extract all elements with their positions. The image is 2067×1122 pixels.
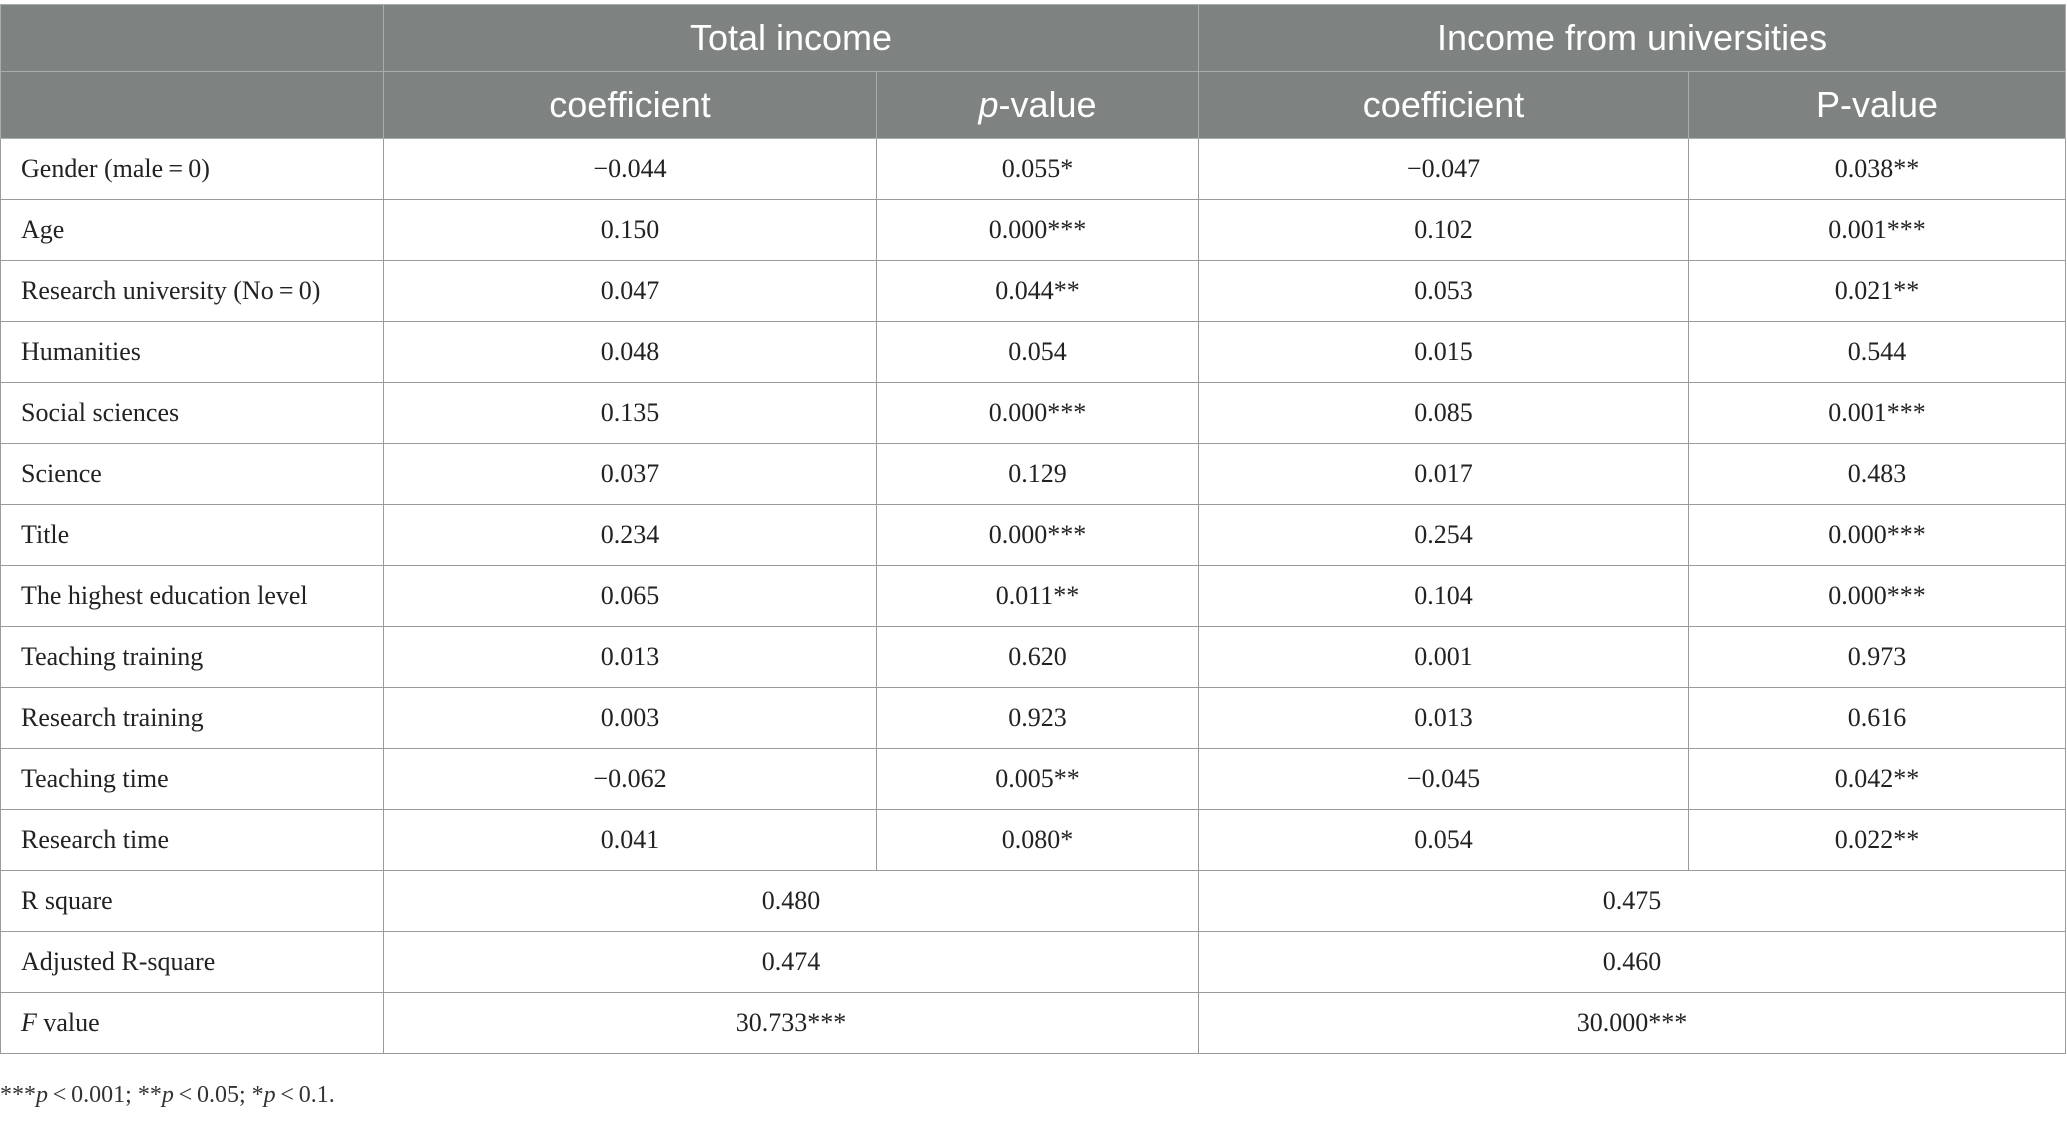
row-label: Science [1, 444, 384, 505]
p-univ: 0.042** [1689, 749, 2066, 810]
r-square-univ: 0.475 [1199, 871, 2066, 932]
table-row [1, 261, 2066, 322]
row-label: Gender (male = 0) [1, 139, 384, 200]
coef-total: 0.150 [384, 200, 877, 261]
coef-total: 0.048 [384, 322, 877, 383]
coef-total: −0.044 [384, 139, 877, 200]
r-square-total: 0.480 [384, 871, 1199, 932]
coef-total: 0.003 [384, 688, 877, 749]
header-sub-blank-cell [1, 72, 384, 139]
footnote-stars-1: *** [0, 1082, 36, 1108]
p-total: 0.000*** [877, 200, 1199, 261]
f-value-univ: 30.000*** [1199, 993, 2066, 1054]
row-label: Teaching training [1, 627, 384, 688]
footnote-text-2: < 0.05; * [173, 1082, 264, 1108]
row-label: Age [1, 200, 384, 261]
header-p-value-total [877, 72, 1199, 139]
regression-table [0, 4, 2066, 1054]
header-total-income: Total income [384, 5, 1199, 72]
p-total: 0.080* [877, 810, 1199, 871]
table-row [1, 627, 2066, 688]
header-p-rest: -value [998, 84, 1097, 125]
table-row [1, 383, 2066, 444]
coef-total: 0.037 [384, 444, 877, 505]
row-label: Teaching time [1, 749, 384, 810]
p-univ: 0.000*** [1689, 505, 2066, 566]
coef-univ: 0.102 [1199, 200, 1689, 261]
p-total: 0.044** [877, 261, 1199, 322]
adj-r-square-total: 0.474 [384, 932, 1199, 993]
table-row [1, 444, 2066, 505]
summary-row-adjusted-r-square [1, 932, 2066, 993]
regression-table-container [0, 4, 2067, 1054]
coef-total: 0.135 [384, 383, 877, 444]
table-row [1, 566, 2066, 627]
f-label-rest: value [36, 1008, 100, 1037]
header-coefficient-total: coefficient [384, 72, 877, 139]
table-row [1, 810, 2066, 871]
row-label: Title [1, 505, 384, 566]
footnote-p-3: p [263, 1082, 276, 1108]
p-total: 0.923 [877, 688, 1199, 749]
coef-univ: −0.047 [1199, 139, 1689, 200]
p-total: 0.011** [877, 566, 1199, 627]
coef-univ: 0.085 [1199, 383, 1689, 444]
table-row [1, 505, 2066, 566]
table-row [1, 139, 2066, 200]
coef-univ: 0.013 [1199, 688, 1689, 749]
footnote-p-2: p [161, 1082, 174, 1108]
header-p-value-univ: P-value [1689, 72, 2066, 139]
header-income-from-universities: Income from universities [1199, 5, 2066, 72]
p-total: 0.129 [877, 444, 1199, 505]
row-label: Social sciences [1, 383, 384, 444]
coef-univ: 0.001 [1199, 627, 1689, 688]
table-footnote [0, 1082, 335, 1109]
coef-univ: 0.053 [1199, 261, 1689, 322]
p-total: 0.055* [877, 139, 1199, 200]
p-univ: 0.544 [1689, 322, 2066, 383]
summary-row-f-value [1, 993, 2066, 1054]
header-group-row [1, 5, 2066, 72]
header-p-italic: p [978, 84, 999, 125]
row-label: Research time [1, 810, 384, 871]
p-total: 0.005** [877, 749, 1199, 810]
coef-univ: 0.054 [1199, 810, 1689, 871]
p-total: 0.054 [877, 322, 1199, 383]
footnote-p-1: p [36, 1082, 48, 1108]
coef-total: 0.041 [384, 810, 877, 871]
f-value-total: 30.733*** [384, 993, 1199, 1054]
summary-row-r-square [1, 871, 2066, 932]
header-coefficient-univ: coefficient [1199, 72, 1689, 139]
coef-total: 0.047 [384, 261, 877, 322]
header-sub-row [1, 72, 2066, 139]
table-row [1, 688, 2066, 749]
p-univ: 0.021** [1689, 261, 2066, 322]
coef-total: 0.065 [384, 566, 877, 627]
footnote-text-3: < 0.1. [275, 1082, 335, 1108]
coef-total: 0.234 [384, 505, 877, 566]
coef-total: −0.062 [384, 749, 877, 810]
table-row [1, 322, 2066, 383]
p-univ: 0.022** [1689, 810, 2066, 871]
f-italic: F [21, 1008, 37, 1037]
table-row [1, 200, 2066, 261]
p-total: 0.000*** [877, 505, 1199, 566]
p-univ: 0.038** [1689, 139, 2066, 200]
p-univ: 0.001*** [1689, 383, 2066, 444]
p-univ: 0.616 [1689, 688, 2066, 749]
row-label: Adjusted R-square [1, 932, 384, 993]
row-label: Humanities [1, 322, 384, 383]
row-label: The highest education level [1, 566, 384, 627]
p-univ: 0.000*** [1689, 566, 2066, 627]
coef-univ: 0.015 [1199, 322, 1689, 383]
row-label: Research university (No = 0) [1, 261, 384, 322]
coef-total: 0.013 [384, 627, 877, 688]
row-label: R square [1, 871, 384, 932]
header-blank-cell [1, 5, 384, 72]
p-univ: 0.973 [1689, 627, 2066, 688]
p-univ: 0.483 [1689, 444, 2066, 505]
coef-univ: 0.104 [1199, 566, 1689, 627]
coef-univ: 0.017 [1199, 444, 1689, 505]
p-total: 0.000*** [877, 383, 1199, 444]
adj-r-square-univ: 0.460 [1199, 932, 2066, 993]
footnote-text-1: < 0.001; ** [48, 1082, 162, 1108]
row-label [1, 993, 384, 1054]
row-label: Research training [1, 688, 384, 749]
coef-univ: 0.254 [1199, 505, 1689, 566]
table-row [1, 749, 2066, 810]
p-univ: 0.001*** [1689, 200, 2066, 261]
coef-univ: −0.045 [1199, 749, 1689, 810]
p-total: 0.620 [877, 627, 1199, 688]
